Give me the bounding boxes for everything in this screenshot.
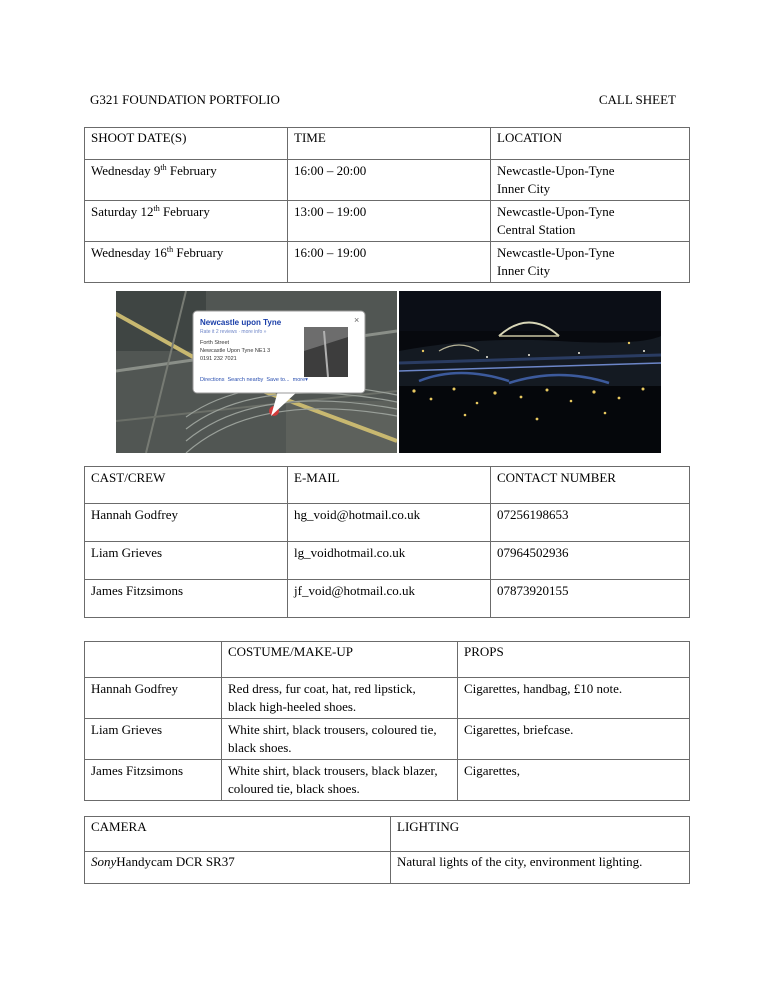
shoot-date: Wednesday 9th February [85,160,288,201]
shoot-date: Saturday 12th February [85,201,288,242]
header-location: LOCATION [491,128,690,160]
crew-email: lg_voidhotmail.co.uk [288,542,491,580]
night-city-photo [399,291,661,453]
header-props: PROPS [458,642,690,678]
map-popup-title: Newcastle upon Tyne [200,318,282,327]
night-bridge-graphic [399,291,661,453]
document-title: G321 FOUNDATION PORTFOLIO [90,92,280,107]
shoot-location: Newcastle-Upon-Tyne Inner City [491,242,690,283]
crew-name: James Fitzsimons [85,580,288,618]
crew-phone: 07964502936 [491,542,690,580]
aerial-map-graphic [116,291,397,453]
map-popup-phone: 0191 232 7021 [200,356,237,362]
shoot-location: Newcastle-Upon-Tyne Inner City [491,160,690,201]
cast-crew-table [84,466,690,618]
costume-props-table [84,641,690,801]
crew-email: jf_void@hotmail.co.uk [288,580,491,618]
shoot-time: 16:00 – 20:00 [288,160,491,201]
header-shoot-dates: SHOOT DATE(S) [85,128,288,160]
props-description: Cigarettes, handbag, £10 note. [458,678,690,719]
props-description: Cigarettes, [458,760,690,801]
shoot-location: Newcastle-Upon-Tyne Central Station [491,201,690,242]
close-icon: × [354,315,360,325]
cast-name: Hannah Godfrey [85,678,222,719]
table-header-row [85,817,690,852]
crew-name: Liam Grieves [85,542,288,580]
header-time: TIME [288,128,491,160]
header-blank [85,642,222,678]
cast-name: Liam Grieves [85,719,222,760]
costume-description: White shirt, black trousers, coloured tie, black shoes. [222,719,458,760]
equipment-table [84,816,690,884]
costume-description: White shirt, black trousers, black blazer, coloured tie, black shoes. [222,760,458,801]
props-description: Cigarettes, briefcase. [458,719,690,760]
table-row [85,719,690,760]
table-row [85,580,690,618]
header-lighting: LIGHTING [391,817,690,852]
table-row [85,760,690,801]
costume-description: Red dress, fur coat, hat, red lipstick, black high-heeled shoes. [222,678,458,719]
table-row [85,542,690,580]
crew-email: hg_void@hotmail.co.uk [288,504,491,542]
table-row [85,242,690,283]
table-row [85,160,690,201]
crew-phone: 07873920155 [491,580,690,618]
camera-model: SonyHandycam DCR SR37 [85,852,391,884]
table-header-row [85,467,690,504]
crew-name: Hannah Godfrey [85,504,288,542]
crew-phone: 07256198653 [491,504,690,542]
shoot-time: 16:00 – 19:00 [288,242,491,283]
header-camera: CAMERA [85,817,391,852]
header-costume-makeup: COSTUME/MAKE-UP [222,642,458,678]
header-cast-crew: CAST/CREW [85,467,288,504]
shoot-time: 13:00 – 19:00 [288,201,491,242]
table-row [85,201,690,242]
call-sheet-label: CALL SHEET [598,92,676,107]
schedule-table [84,127,690,283]
header-email: E-MAIL [288,467,491,504]
map-popup-links: Directions Search nearby Save to... more▾ [200,377,308,383]
table-header-row [85,128,690,160]
lighting-description: Natural lights of the city, environment lighting. [391,852,690,884]
map-popup-rating: Rate it 2 reviews · more info » [200,329,267,335]
map-screenshot-image [116,291,397,453]
table-row [85,678,690,719]
map-popup-address: Newcastle Upon Tyne NE1 3 [200,348,271,354]
table-row [85,852,690,884]
cast-name: James Fitzsimons [85,760,222,801]
map-popup-street: Forth Street [200,340,230,346]
shoot-date: Wednesday 16th February [85,242,288,283]
table-header-row [85,642,690,678]
table-row [85,504,690,542]
header-contact-number: CONTACT NUMBER [491,467,690,504]
